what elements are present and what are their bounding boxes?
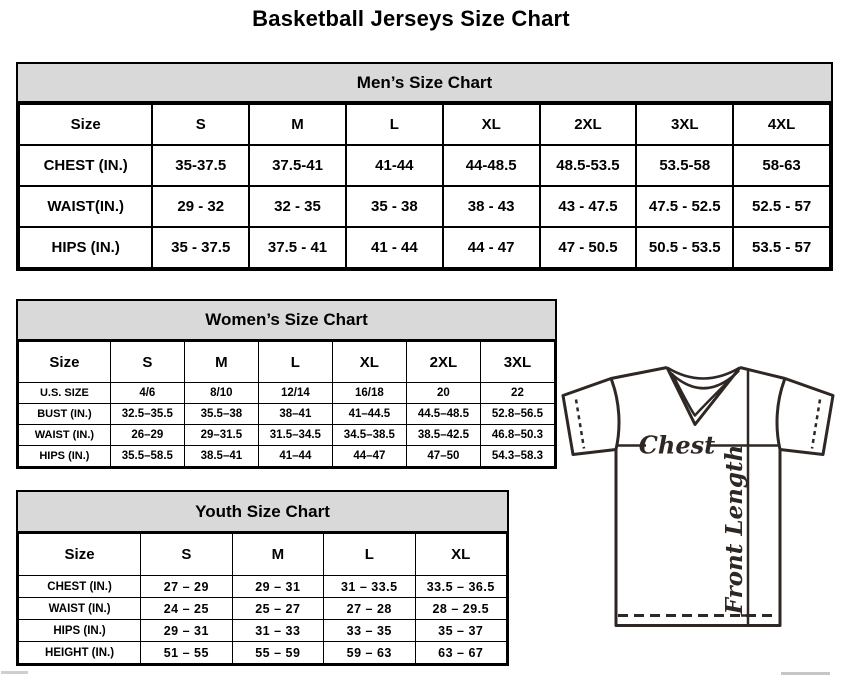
size-value-cell: 35 - 38	[346, 186, 443, 227]
jersey-outline-icon	[558, 356, 843, 634]
size-value-cell: 44-48.5	[443, 145, 540, 186]
row-label: HIPS (IN.)	[19, 227, 152, 268]
size-value-cell: 37.5-41	[249, 145, 346, 186]
size-value-cell: 22	[480, 383, 554, 404]
size-value-cell: 55 – 59	[232, 642, 323, 664]
size-value-cell: 52.8–56.5	[480, 404, 554, 425]
size-value-cell: 29 - 32	[152, 186, 249, 227]
chest-label: Chest	[638, 430, 716, 460]
size-value-cell: 35 - 37.5	[152, 227, 249, 268]
header-row	[19, 104, 830, 145]
row-label: HIPS (IN.)	[19, 446, 111, 467]
corner-artifact-mark	[781, 672, 830, 675]
jersey-left-armhole-seam	[611, 379, 619, 450]
size-value-cell: 58-63	[733, 145, 830, 186]
column-header: L	[324, 534, 415, 576]
size-value-cell: 33 – 35	[324, 620, 415, 642]
size-value-cell: 44–47	[332, 446, 406, 467]
table-row	[19, 404, 555, 425]
size-value-cell: 31 – 33	[232, 620, 323, 642]
corner-artifact-mark	[1, 671, 28, 674]
column-header: XL	[443, 104, 540, 145]
header-row	[19, 342, 555, 383]
jersey-measurement-diagram	[558, 356, 843, 634]
size-value-cell: 25 – 27	[232, 598, 323, 620]
column-header: M	[184, 342, 258, 383]
size-value-cell: 29 – 31	[141, 620, 232, 642]
column-header: S	[110, 342, 184, 383]
womens-chart-title: Women’s Size Chart	[18, 301, 555, 341]
jersey-right-cuff-dashed	[812, 400, 820, 449]
column-header: L	[346, 104, 443, 145]
youth-size-table	[18, 533, 507, 664]
column-header: XL	[415, 534, 506, 576]
column-header: 3XL	[636, 104, 733, 145]
size-value-cell: 46.8–50.3	[480, 425, 554, 446]
size-value-cell: 29 – 31	[232, 576, 323, 598]
size-value-cell: 50.5 - 53.5	[636, 227, 733, 268]
jersey-left-cuff-dashed	[576, 400, 584, 449]
size-value-cell: 51 – 55	[141, 642, 232, 664]
size-value-cell: 59 – 63	[324, 642, 415, 664]
size-value-cell: 47.5 - 52.5	[636, 186, 733, 227]
size-value-cell: 47 - 50.5	[540, 227, 637, 268]
column-header: Size	[19, 342, 111, 383]
column-header: L	[258, 342, 332, 383]
column-header: S	[141, 534, 232, 576]
column-header: M	[232, 534, 323, 576]
row-label: BUST (IN.)	[19, 404, 111, 425]
size-value-cell: 27 – 29	[141, 576, 232, 598]
table-row	[19, 227, 830, 268]
size-value-cell: 27 – 28	[324, 598, 415, 620]
size-value-cell: 32 - 35	[249, 186, 346, 227]
youth-size-chart	[16, 490, 509, 666]
size-value-cell: 52.5 - 57	[733, 186, 830, 227]
mens-chart-title: Men’s Size Chart	[18, 64, 831, 103]
column-header: XL	[332, 342, 406, 383]
size-value-cell: 53.5 - 57	[733, 227, 830, 268]
table-row	[19, 642, 507, 664]
header-row	[19, 534, 507, 576]
page-title: Basketball Jerseys Size Chart	[252, 6, 570, 31]
row-label: HIPS (IN.)	[19, 620, 141, 642]
column-header: Size	[19, 534, 141, 576]
youth-chart-title: Youth Size Chart	[18, 492, 507, 533]
size-value-cell: 24 – 25	[141, 598, 232, 620]
table-row	[19, 576, 507, 598]
row-label: HEIGHT (IN.)	[19, 642, 141, 664]
column-header: 2XL	[406, 342, 480, 383]
size-value-cell: 31.5–34.5	[258, 425, 332, 446]
size-value-cell: 31 – 33.5	[324, 576, 415, 598]
column-header: S	[152, 104, 249, 145]
size-value-cell: 38 - 43	[443, 186, 540, 227]
size-value-cell: 8/10	[184, 383, 258, 404]
size-value-cell: 44.5–48.5	[406, 404, 480, 425]
table-row	[19, 186, 830, 227]
size-value-cell: 53.5-58	[636, 145, 733, 186]
size-value-cell: 35.5–38	[184, 404, 258, 425]
size-value-cell: 26–29	[110, 425, 184, 446]
size-value-cell: 47–50	[406, 446, 480, 467]
size-value-cell: 37.5 - 41	[249, 227, 346, 268]
size-value-cell: 16/18	[332, 383, 406, 404]
table-row	[19, 425, 555, 446]
row-label: WAIST(IN.)	[19, 186, 152, 227]
size-value-cell: 41 - 44	[346, 227, 443, 268]
row-label: WAIST (IN.)	[19, 425, 111, 446]
size-value-cell: 63 – 67	[415, 642, 506, 664]
womens-size-chart	[16, 299, 557, 469]
table-row	[19, 145, 830, 186]
table-row	[19, 383, 555, 404]
jersey-body-outline	[616, 450, 780, 626]
column-header: M	[249, 104, 346, 145]
size-value-cell: 41–44	[258, 446, 332, 467]
column-header: 4XL	[733, 104, 830, 145]
womens-size-table	[18, 341, 555, 467]
size-value-cell: 28 – 29.5	[415, 598, 506, 620]
size-value-cell: 20	[406, 383, 480, 404]
size-value-cell: 34.5–38.5	[332, 425, 406, 446]
size-value-cell: 41-44	[346, 145, 443, 186]
column-header: 3XL	[480, 342, 554, 383]
mens-size-table	[18, 103, 831, 269]
size-value-cell: 29–31.5	[184, 425, 258, 446]
size-value-cell: 35.5–58.5	[110, 446, 184, 467]
jersey-collar-outer-v	[667, 368, 740, 425]
table-row	[19, 598, 507, 620]
size-value-cell: 4/6	[110, 383, 184, 404]
size-value-cell: 33.5 – 36.5	[415, 576, 506, 598]
size-value-cell: 12/14	[258, 383, 332, 404]
size-value-cell: 38.5–42.5	[406, 425, 480, 446]
size-value-cell: 35-37.5	[152, 145, 249, 186]
row-label: CHEST (IN.)	[19, 576, 141, 598]
jersey-right-armhole-seam	[777, 379, 785, 450]
size-value-cell: 54.3–58.3	[480, 446, 554, 467]
size-value-cell: 38–41	[258, 404, 332, 425]
size-value-cell: 32.5–35.5	[110, 404, 184, 425]
size-value-cell: 41–44.5	[332, 404, 406, 425]
jersey-collar-back-curve	[667, 368, 740, 379]
row-label: CHEST (IN.)	[19, 145, 152, 186]
column-header: Size	[19, 104, 152, 145]
size-value-cell: 35 – 37	[415, 620, 506, 642]
size-value-cell: 48.5-53.5	[540, 145, 637, 186]
size-value-cell: 44 - 47	[443, 227, 540, 268]
row-label: U.S. SIZE	[19, 383, 111, 404]
table-row	[19, 446, 555, 467]
size-value-cell: 43 - 47.5	[540, 186, 637, 227]
front-length-label: Front Length	[721, 444, 748, 615]
size-value-cell: 38.5–41	[184, 446, 258, 467]
mens-size-chart	[16, 62, 833, 271]
column-header: 2XL	[540, 104, 637, 145]
table-row	[19, 620, 507, 642]
row-label: WAIST (IN.)	[19, 598, 141, 620]
